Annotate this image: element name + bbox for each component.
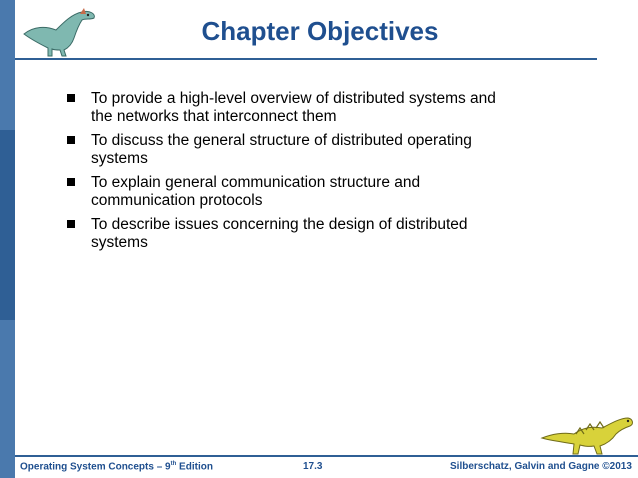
bullet-text: To describe issues concerning the design of distributed <box>91 216 468 233</box>
bullet-icon <box>67 94 75 102</box>
dinosaur-icon <box>20 4 100 58</box>
list-item <box>65 216 525 252</box>
left-accent-bar <box>0 0 15 478</box>
page-title: Chapter Objectives <box>201 16 439 46</box>
list-item <box>65 132 525 168</box>
bullet-text: systems <box>91 150 148 167</box>
bullet-text: communication protocols <box>91 192 263 209</box>
bullet-text: the networks that interconnect them <box>91 108 337 125</box>
bullet-icon <box>67 178 75 186</box>
bullet-icon <box>67 136 75 144</box>
title-divider <box>15 58 597 60</box>
bullet-text: To explain general communication structure and <box>91 174 421 191</box>
bullet-icon <box>67 220 75 228</box>
dinosaur-icon <box>540 408 635 458</box>
page-number: 17.3 <box>303 461 323 472</box>
footer-divider <box>15 455 638 457</box>
bullet-text: To provide a high-level overview of distributed systems and <box>91 90 496 107</box>
bullet-text: systems <box>91 234 148 251</box>
footer-copyright: Silberschatz, Galvin and Gagne ©2013 <box>450 461 632 472</box>
footer-book-title: Operating System Concepts – 9th Edition <box>20 461 213 473</box>
bullet-text: To discuss the general structure of distributed operating <box>91 132 472 149</box>
objectives-list <box>65 90 525 258</box>
list-item <box>65 90 525 126</box>
list-item <box>65 174 525 210</box>
